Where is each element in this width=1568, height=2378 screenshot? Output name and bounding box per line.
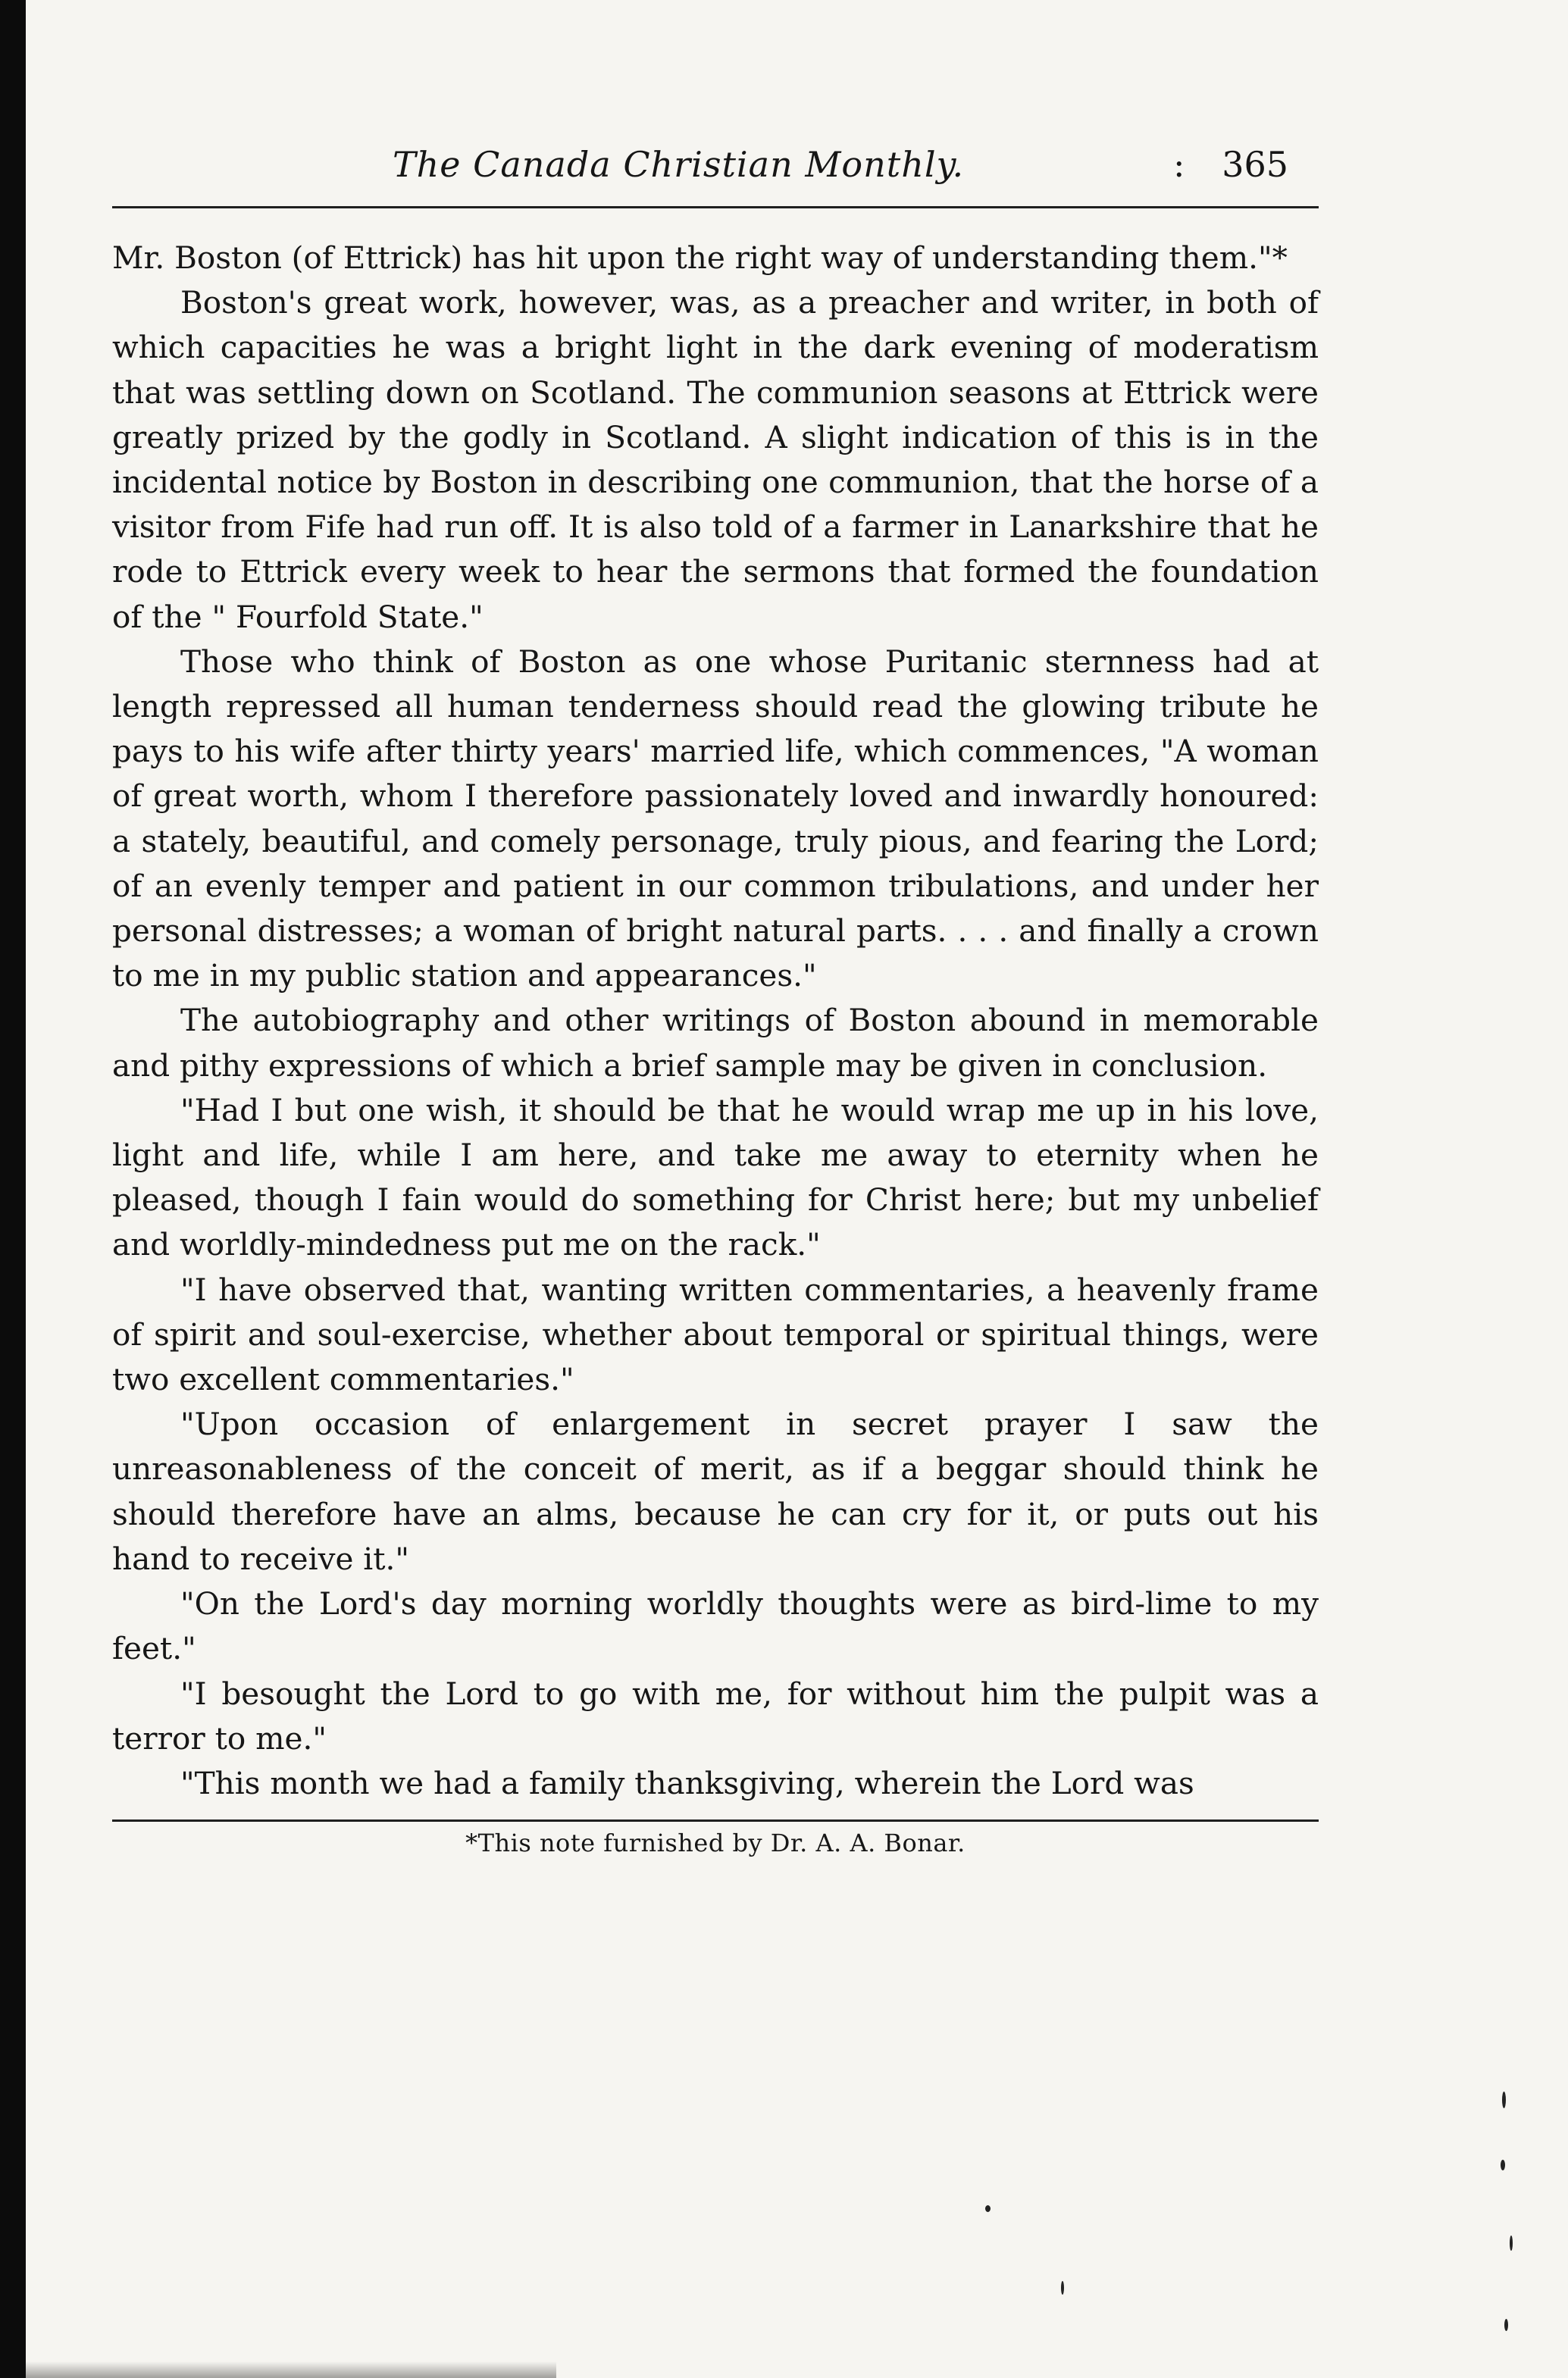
scan-speck [1504,2319,1508,2331]
footnote-rule [112,1819,1319,1822]
scan-bottom-shadow [26,2361,556,2378]
scan-speck [1061,2281,1064,2295]
paragraph: Mr. Boston (of Ettrick) has hit upon the right way of understanding them."* [112,239,1288,276]
scan-speck [1501,2160,1505,2170]
quotation: "I have observed that, wanting written commentaries, a heavenly frame of spirit and soul-exercise, whether about temporal or spiritual things, were two excellent commentaries." [112,1271,1319,1398]
quotation: "Upon occasion of enlargement in secret prayer I saw the unreasonableness of the conceit of merit, as if a beggar should think he should therefore have an alms, because he can cry for it, or puts out his hand to receive it." [112,1406,1319,1577]
scan-edge-bar [0,0,26,2378]
body-text [112,236,1319,1806]
paragraph: Those who think of Boston as one whose Puritanic sternness had at length repressed all human tenderness should read the glowing tribute he pays to his wife after thirty years' married life, which commences, "A woman of great worth, whom I therefore passionately loved and inwardly honoured: a stately, beautiful, and comely personage, truly pious, and fearing the Lord; of an evenly temper and patient in our common tribulations, and under her personal distresses; a woman of bright natural parts. . . . and finally a crown to me in my public station and appearances." [112,643,1319,994]
page-header [112,144,1319,197]
quotation: "On the Lord's day morning worldly thoughts were as bird-lime to my feet." [112,1585,1319,1667]
page-number: 365 [1222,144,1288,185]
header-separator: : [1173,144,1185,185]
header-rule [112,206,1319,208]
book-page [112,144,1319,1860]
quotation: "I besought the Lord to go with me, for without him the pulpit was a terror to me." [112,1675,1319,1757]
running-title: The Canada Christian Monthly. [393,144,965,185]
quotation: "Had I but one wish, it should be that he would wrap me up in his love, light and life, while I am here, and take me away to eternity when he pleased, though I fain would do something for Christ here; but my unbelief and worldly-mindedness put me on the rack." [112,1091,1319,1263]
quotation: "This month we had a family thanksgiving, wherein the Lord was [180,1764,1194,1801]
paragraph: Boston's great work, however, was, as a preacher and writer, in both of which capacities he was a bright light in the dark evening of moderatism that was settling down on Scotland. The communion seasons at Ettrick were greatly prized by the godly in Scotland. A slight indication of this is in the incidental notice by Boston in describing one communion, that the horse of a visitor from Fife had run off. It is also told of a farmer in Lanarkshire that he rode to Ettrick every week to hear the sermons that formed the foundation of the " Fourfold State." [112,284,1319,635]
paragraph: The autobiography and other writings of Boston abound in memorable and pithy expressions of which a brief sample may be given in conclusion. [112,1002,1319,1084]
scan-speck [985,2205,991,2212]
footnote: *This note furnished by Dr. A. A. Bonar. [465,1829,966,1858]
scan-speck [1510,2236,1513,2251]
scan-speck [1502,2092,1506,2108]
